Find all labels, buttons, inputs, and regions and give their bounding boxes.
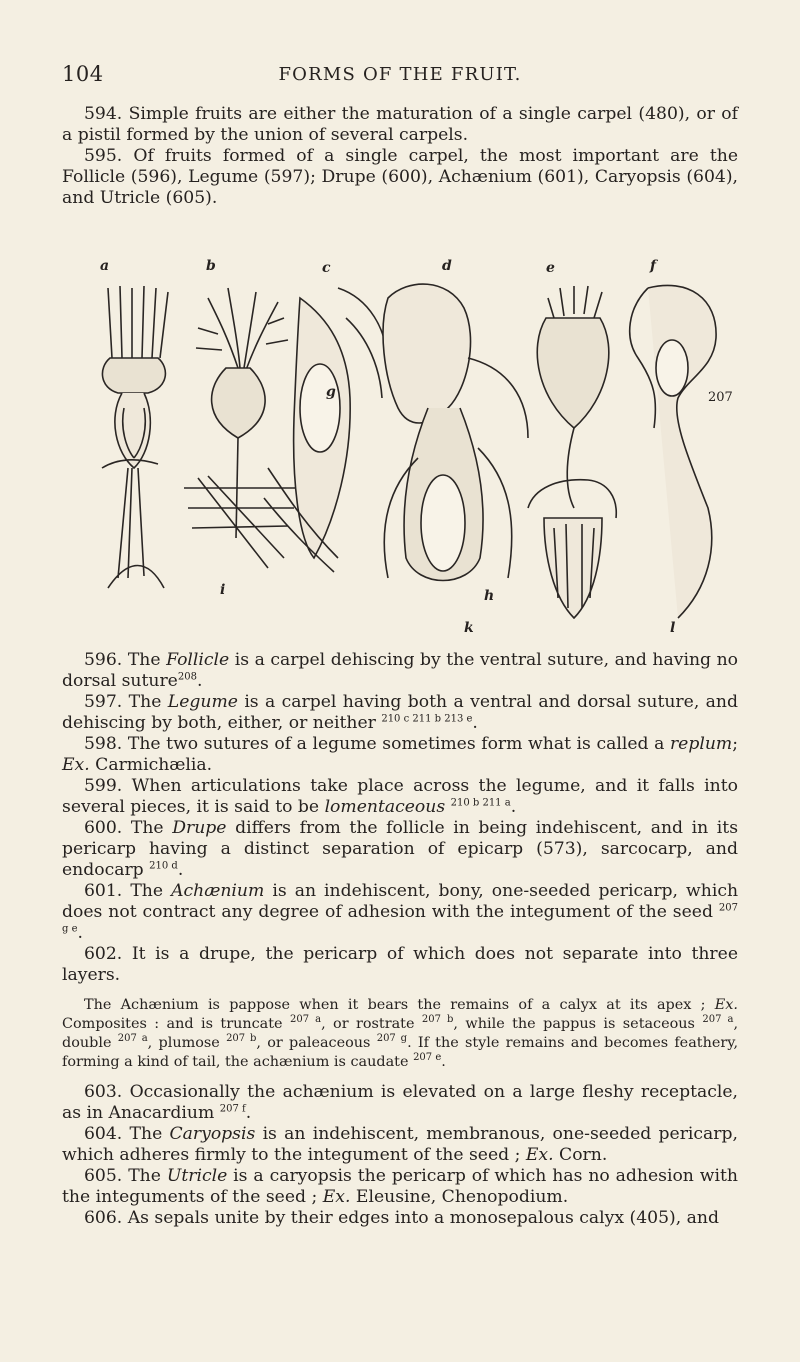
figure-207 <box>88 258 733 638</box>
page-number: 104 <box>62 62 104 86</box>
figure-label-c: c <box>322 260 331 276</box>
seed-c-drawing <box>264 288 388 572</box>
figure-label-d: d <box>442 258 452 274</box>
paragraph-601: 601. The Achænium is an indehiscent, bony, one-seeded pericarp, which does not contract any degree of adhesion with the integument of the seed $^{207 g e}$. <box>62 881 739 943</box>
figure-label-l: l <box>670 620 676 636</box>
body-paragraphs <box>62 650 738 1229</box>
utricle-f-drawing <box>630 285 716 618</box>
achenium-note: The Achænium is pappose when it bears the remains of a calyx at its apex ; Ex. Composites : and is truncate $^{207 a}$, or rostrate $^{207 b}$, while the pappus is setaceous $^{207 a}$, double $^{207 a}$, plumose $^{207 b}$, or paleaceous $^{207 g}$. If the style remains and becomes feathery, forming a kind of tail, the achænium is caudate $^{207 e}$. <box>62 997 739 1070</box>
figure-number: 207 <box>708 390 733 405</box>
paragraph-596: 596. The Follicle is a carpel dehiscing by the ventral suture, and having no dorsal suture$^{208}$. <box>62 650 738 691</box>
figure-label-k: k <box>464 620 474 636</box>
figure-label-g: g <box>326 384 336 400</box>
figure-label-h: h <box>484 588 495 604</box>
paragraph-604: 604. The Caryopsis is an indehiscent, membranous, one-seeded pericarp, which adheres firmly to the integument of the seed ; Ex. Corn. <box>62 1124 738 1165</box>
drupe-d-drawing <box>383 284 528 580</box>
figure-label-f: f <box>650 258 657 274</box>
figure-label-e: e <box>546 260 555 276</box>
figure-label-i: i <box>220 582 226 598</box>
figure-label-b: b <box>206 258 216 274</box>
paragraph-600: 600. The Drupe differs from the follicle in being indehiscent, and in its pericarp having a distinct separation of epicarp (573), sarcocarp, and endocarp $^{210 d}$. <box>62 818 739 880</box>
page-header <box>62 62 738 92</box>
paragraph-602: 602. It is a drupe, the pericarp of which does not separate into three layers. <box>62 944 738 985</box>
paragraph-606: 606. As sepals unite by their edges into a monosepalous calyx (405), and <box>84 1208 719 1228</box>
paragraph-595: 595. Of fruits formed of a single carpel, the most important are the Follicle (596), Legume (597); Drupe (600), Achænium (601), Caryopsis (604), and Utricle (605). <box>62 146 738 208</box>
paragraph-597: 597. The Legume is a carpel having both a ventral and dorsal suture, and dehiscing by both, either, or neither $^{210 c 211 b 213 e}$. <box>62 692 738 733</box>
paragraph-605: 605. The Utricle is a caryopsis the pericarp of which has no adhesion with the integuments of the seed ; Ex. Eleusine, Chenopodium. <box>62 1166 738 1207</box>
paragraph-598: 598. The two sutures of a legume sometimes form what is called a replum; Ex. Carmichælia. <box>62 734 738 775</box>
running-title: FORMS OF THE FRUIT. <box>278 64 522 85</box>
achene-e-drawing <box>528 286 616 618</box>
paragraph-603: 603. Occasionally the achænium is elevated on a large fleshy receptacle, as in Anacardium $^{207 f}$. <box>62 1082 738 1123</box>
paragraph-599: 599. When articulations take place across the legume, and it falls into several pieces, it is said to be lomentaceous $^{210 b 211 a}$. <box>62 776 738 817</box>
intro-paragraphs <box>62 104 738 209</box>
fruit-illustrations <box>88 258 728 638</box>
figure-label-a: a <box>100 258 110 274</box>
paragraph-594: 594. Simple fruits are either the maturation of a single carpel (480), or of a pistil formed by the union of several carpels. <box>62 104 738 145</box>
achene-a-drawing <box>102 286 168 588</box>
achene-b-drawing <box>184 288 298 568</box>
